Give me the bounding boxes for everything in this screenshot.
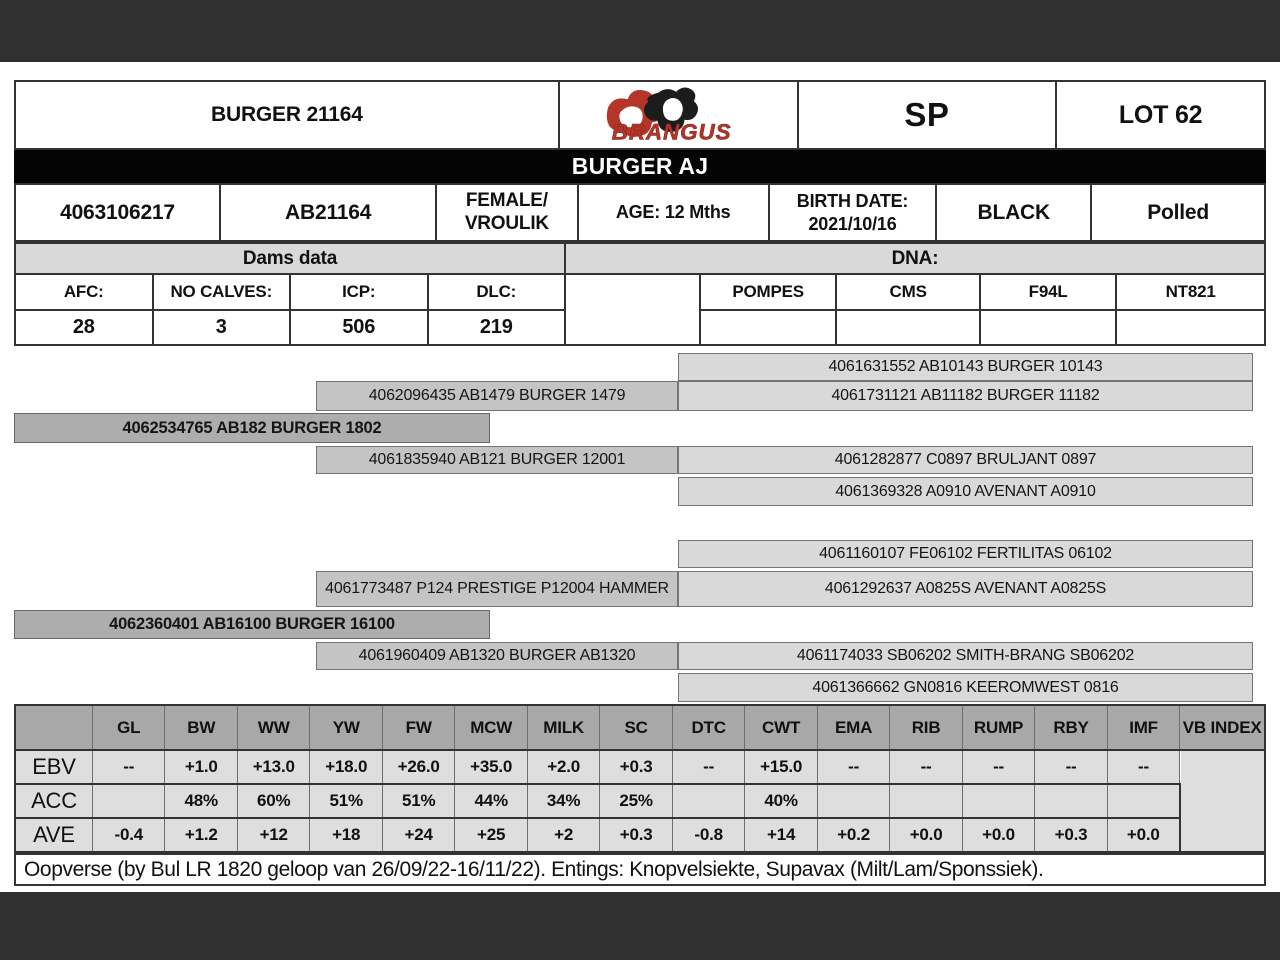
dna-col-label: NT821 [1116,274,1265,310]
dams-col-label: ICP: [290,274,428,310]
dams-col-value: 219 [428,310,566,345]
header-strip [14,80,1266,150]
pedigree-dam-granddam: 4061960409 AB1320 BURGER AB1320 [316,642,678,670]
ebv-col-header: BW [165,705,237,750]
pedigree-dam-granddam-dam: 4061366662 GN0816 KEEROMWEST 0816 [678,673,1253,702]
ebv-value-cell: -- [962,750,1034,784]
ebv-value-cell: 60% [237,784,309,818]
ebv-value-cell: +24 [382,818,454,852]
ebv-value-cell: +15.0 [745,750,817,784]
ebv-value-cell: -- [817,750,889,784]
ebv-value-cell: +26.0 [382,750,454,784]
ebv-col-header: CWT [745,705,817,750]
dna-col-value [836,310,980,345]
brangus-logo-text: BRANGUS [611,119,732,145]
dna-col-value [980,310,1116,345]
pedigree-dam-grandsire-dam: 4061292637 A0825S AVENANT A0825S [678,571,1253,607]
ebv-col-header: DTC [672,705,744,750]
dams-dna-block [14,242,1266,346]
ebv-value-cell: +1.2 [165,818,237,852]
dna-spacer-cell [565,274,700,345]
ebv-value-cell: +18.0 [310,750,382,784]
ebv-value-cell: -- [1107,750,1179,784]
ebv-value-cell: 51% [310,784,382,818]
brangus-logo-icon [580,87,776,145]
dna-col-label: POMPES [700,274,836,310]
ebv-value-cell: -0.4 [93,818,165,852]
ebv-col-header: FW [382,705,454,750]
ebv-row [15,750,1265,784]
ebv-row-label: ACC [15,784,93,818]
animal-title-bar [14,150,1266,183]
ebv-value-cell: +18 [310,818,382,852]
lot-number: LOT 62 [1056,81,1265,149]
ebv-header-row [15,705,1265,750]
birth-date-label: BIRTH DATE: [796,191,909,211]
pedigree-dam-grandsire-sire: 4061160107 FE06102 FERTILITAS 06102 [678,540,1253,568]
ebv-value-cell: +25 [455,818,527,852]
pedigree-sire-grandsire-dam: 4061731121 AB11182 BURGER 11182 [678,381,1253,411]
vb-index-cell [1180,750,1265,852]
catalog-card [14,80,1266,886]
birth-date-value: 2021/10/16 [808,213,897,234]
dams-col-label: DLC: [428,274,566,310]
id-number: 4063106217 [15,184,220,241]
ebv-value-cell [93,784,165,818]
dams-data-title: Dams data [15,243,565,274]
pedigree-sire-grandsire: 4062096435 AB1479 BURGER 1479 [316,381,678,411]
ebv-value-cell [890,784,962,818]
ebv-value-cell: +0.0 [890,818,962,852]
ebv-value-cell: -- [1035,750,1107,784]
ebv-value-cell: 34% [527,784,599,818]
ebv-col-header: WW [237,705,309,750]
ebv-col-header: EMA [817,705,889,750]
ebv-col-header: IMF [1107,705,1179,750]
ebv-col-header: GL [93,705,165,750]
ebv-value-cell: +0.2 [817,818,889,852]
footer-note [14,853,1266,886]
ebv-value-cell: 40% [745,784,817,818]
sex-line2: VROULIK [464,212,549,234]
ebv-value-cell [817,784,889,818]
ebv-value-cell: 48% [165,784,237,818]
ebv-value-cell: +0.0 [962,818,1034,852]
acc-row [15,784,1265,818]
dna-col-label: CMS [836,274,980,310]
ebv-row-label: EBV [15,750,93,784]
ebv-value-cell: +0.0 [1107,818,1179,852]
ebv-col-header: YW [310,705,382,750]
pedigree-sire-granddam: 4061835940 AB121 BURGER 12001 [316,446,678,474]
top-band [0,0,1280,62]
ebv-corner-cell [15,705,93,750]
ebv-value-cell [1035,784,1107,818]
tattoo: AB21164 [220,184,436,241]
ebv-value-cell: +0.3 [600,818,672,852]
ebv-value-cell [962,784,1034,818]
dna-col-value [700,310,836,345]
pedigree-dam-granddam-sire: 4061174033 SB06202 SMITH-BRANG SB06202 [678,642,1253,670]
ebv-value-cell: +2 [527,818,599,852]
ebv-value-cell [1107,784,1179,818]
ebv-value-cell: 51% [382,784,454,818]
birth-date [769,184,937,241]
ebv-value-cell: -- [672,750,744,784]
ebv-value-cell: -- [93,750,165,784]
sex [436,184,577,241]
ebv-col-header: MCW [455,705,527,750]
pedigree-tree [14,346,1266,704]
pedigree-sire: 4062534765 AB182 BURGER 1802 [14,413,490,443]
ebv-row-label: AVE [15,818,93,852]
ave-row [15,818,1265,852]
pedigree-dam-grandsire: 4061773487 P124 PRESTIGE P12004 HAMMER [316,571,678,607]
ebv-value-cell: +12 [237,818,309,852]
dams-col-value: 3 [153,310,291,345]
ebv-value-cell: +35.0 [455,750,527,784]
dams-col-label: AFC: [15,274,153,310]
ebv-col-header: RIB [890,705,962,750]
ebv-value-cell: +0.3 [1035,818,1107,852]
ebv-value-cell: +0.3 [600,750,672,784]
brangus-logo [559,81,798,149]
ebv-value-cell: +14 [745,818,817,852]
ebv-value-cell: +1.0 [165,750,237,784]
pedigree-sire-grandsire-sire: 4061631552 AB10143 BURGER 10143 [678,353,1253,381]
dams-col-value: 28 [15,310,153,345]
coat-colour: BLACK [936,184,1091,241]
horn-status: Polled [1091,184,1265,241]
bottom-band [0,892,1280,960]
dna-col-value [1116,310,1265,345]
info-row [14,183,1266,242]
footer-note-text: Oopverse (by Bul LR 1820 geloop van 26/09/22-16/11/22). Entings: Knopvelsiekte, Supavax (Milt/Lam/Sponssiek). [24,857,1044,881]
dams-col-label: NO CALVES: [153,274,291,310]
ebv-value-cell: +13.0 [237,750,309,784]
ebv-col-header: VB INDEX [1180,705,1265,750]
ebv-value-cell: -- [890,750,962,784]
ebv-value-cell: +2.0 [527,750,599,784]
dna-col-label: F94L [980,274,1116,310]
age: AGE: 12 Mths [578,184,769,241]
ebv-table [14,704,1266,853]
ebv-value-cell: -0.8 [672,818,744,852]
ebv-col-header: RBY [1035,705,1107,750]
ebv-value-cell: 44% [455,784,527,818]
classification: SP [798,81,1057,149]
dna-title: DNA: [565,243,1265,274]
ebv-col-header: MILK [527,705,599,750]
animal-number: BURGER 21164 [15,81,559,149]
ebv-value-cell [672,784,744,818]
animal-name: BURGER AJ [571,153,709,179]
ebv-col-header: RUMP [962,705,1034,750]
pedigree-sire-granddam-sire: 4061282877 C0897 BRULJANT 0897 [678,446,1253,474]
dams-col-value: 506 [290,310,428,345]
pedigree-dam: 4062360401 AB16100 BURGER 16100 [14,610,490,639]
ebv-col-header: SC [600,705,672,750]
ebv-value-cell: 25% [600,784,672,818]
pedigree-sire-granddam-dam: 4061369328 A0910 AVENANT A0910 [678,477,1253,506]
sex-line1: FEMALE/ [465,190,548,212]
